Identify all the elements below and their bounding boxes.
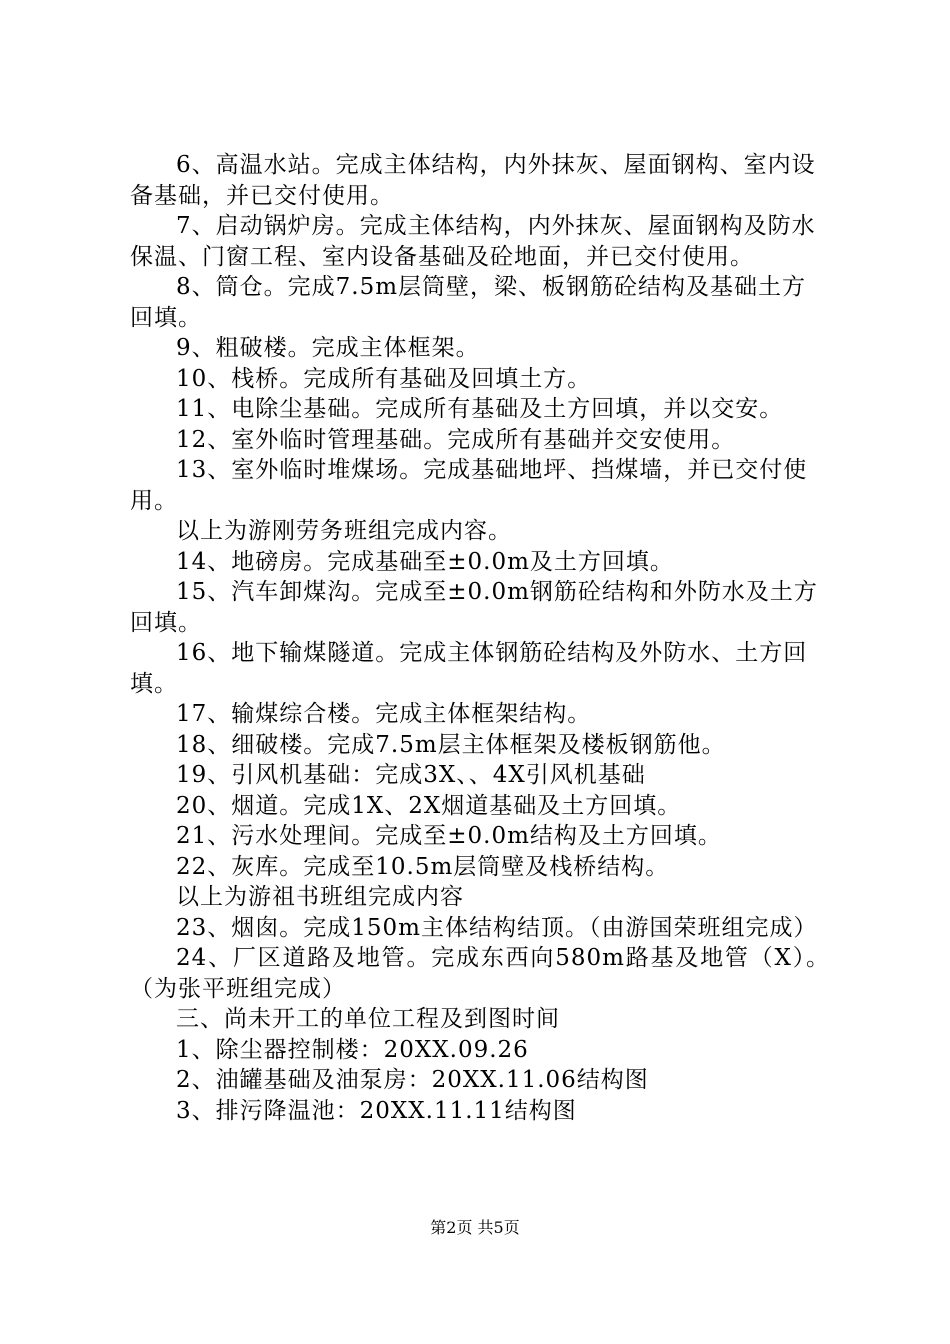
paragraph-item-19: 19、引风机基础：完成3X、、4X引风机基础 [176, 762, 646, 788]
section-heading-unstarted: 三、尚未开工的单位工程及到图时间 [176, 1006, 560, 1032]
document-body [130, 150, 830, 1126]
unstarted-item-3: 3、排污降温池：20XX.11.11结构图 [176, 1097, 577, 1124]
section-summary-youzushu: 以上为游祖书班组完成内容 [176, 884, 464, 910]
paragraph-item-20: 20、烟道。完成1X、2X烟道基础及土方回填。 [176, 792, 682, 819]
paragraph-item-6: 6、高温水站。完成主体结构，内外抹灰、屋面钢构、室内设备基础，并已交付使用。 [130, 152, 816, 209]
section-summary-yougang: 以上为游刚劳务班组完成内容。 [176, 518, 512, 544]
paragraph-item-22: 22、灰库。完成至10.5m层筒壁及栈桥结构。 [176, 853, 670, 880]
paragraph-item-7: 7、启动锅炉房。完成主体结构，内外抹灰、屋面钢构及防水保温、门窗工程、室内设备基础及砼地面，并已交付使用。 [130, 213, 816, 270]
paragraph-item-18: 18、细破楼。完成7.5m层主体框架及楼板钢筋他。 [176, 731, 726, 758]
unstarted-item-2: 2、油罐基础及油泵房：20XX.11.06结构图 [176, 1067, 649, 1093]
paragraph-item-15: 15、汽车卸煤沟。完成至±0.0m钢筋砼结构和外防水及土方回填。 [130, 579, 818, 636]
paragraph-item-14: 14、地磅房。完成基础至±0.0m及土方回填。 [176, 548, 674, 575]
paragraph-item-11: 11、电除尘基础。完成所有基础及土方回填，并以交安。 [176, 396, 784, 422]
paragraph-item-16: 16、地下输煤隧道。完成主体钢筋砼结构及外防水、土方回填。 [130, 640, 808, 697]
page-number-footer: 第2页 共5页 [430, 1218, 520, 1237]
paragraph-item-10: 10、栈桥。完成所有基础及回填土方。 [176, 365, 592, 392]
paragraph-item-9: 9、粗破楼。完成主体框架。 [176, 335, 480, 361]
unstarted-item-1: 1、除尘器控制楼：20XX.09.26 [176, 1036, 529, 1063]
paragraph-item-12: 12、室外临时管理基础。完成所有基础并交安使用。 [176, 426, 736, 453]
paragraph-item-13: 13、室外临时堆煤场。完成基础地坪、挡煤墙，并已交付使用。 [130, 457, 808, 514]
paragraph-item-21: 21、污水处理间。完成至±0.0m结构及土方回填。 [176, 823, 722, 849]
paragraph-item-8: 8、筒仓。完成7.5m层筒壁，梁、板钢筋砼结构及基础土方回填。 [130, 274, 807, 331]
paragraph-item-23: 23、烟囱。完成150m主体结构结顶。（由游国荣班组完成） [176, 914, 818, 941]
paragraph-item-17: 17、输煤综合楼。完成主体框架结构。 [176, 701, 592, 727]
paragraph-item-24: 24、厂区道路及地管。完成东西向580m路基及地管（X）。（为张平班组完成） [130, 945, 830, 1002]
